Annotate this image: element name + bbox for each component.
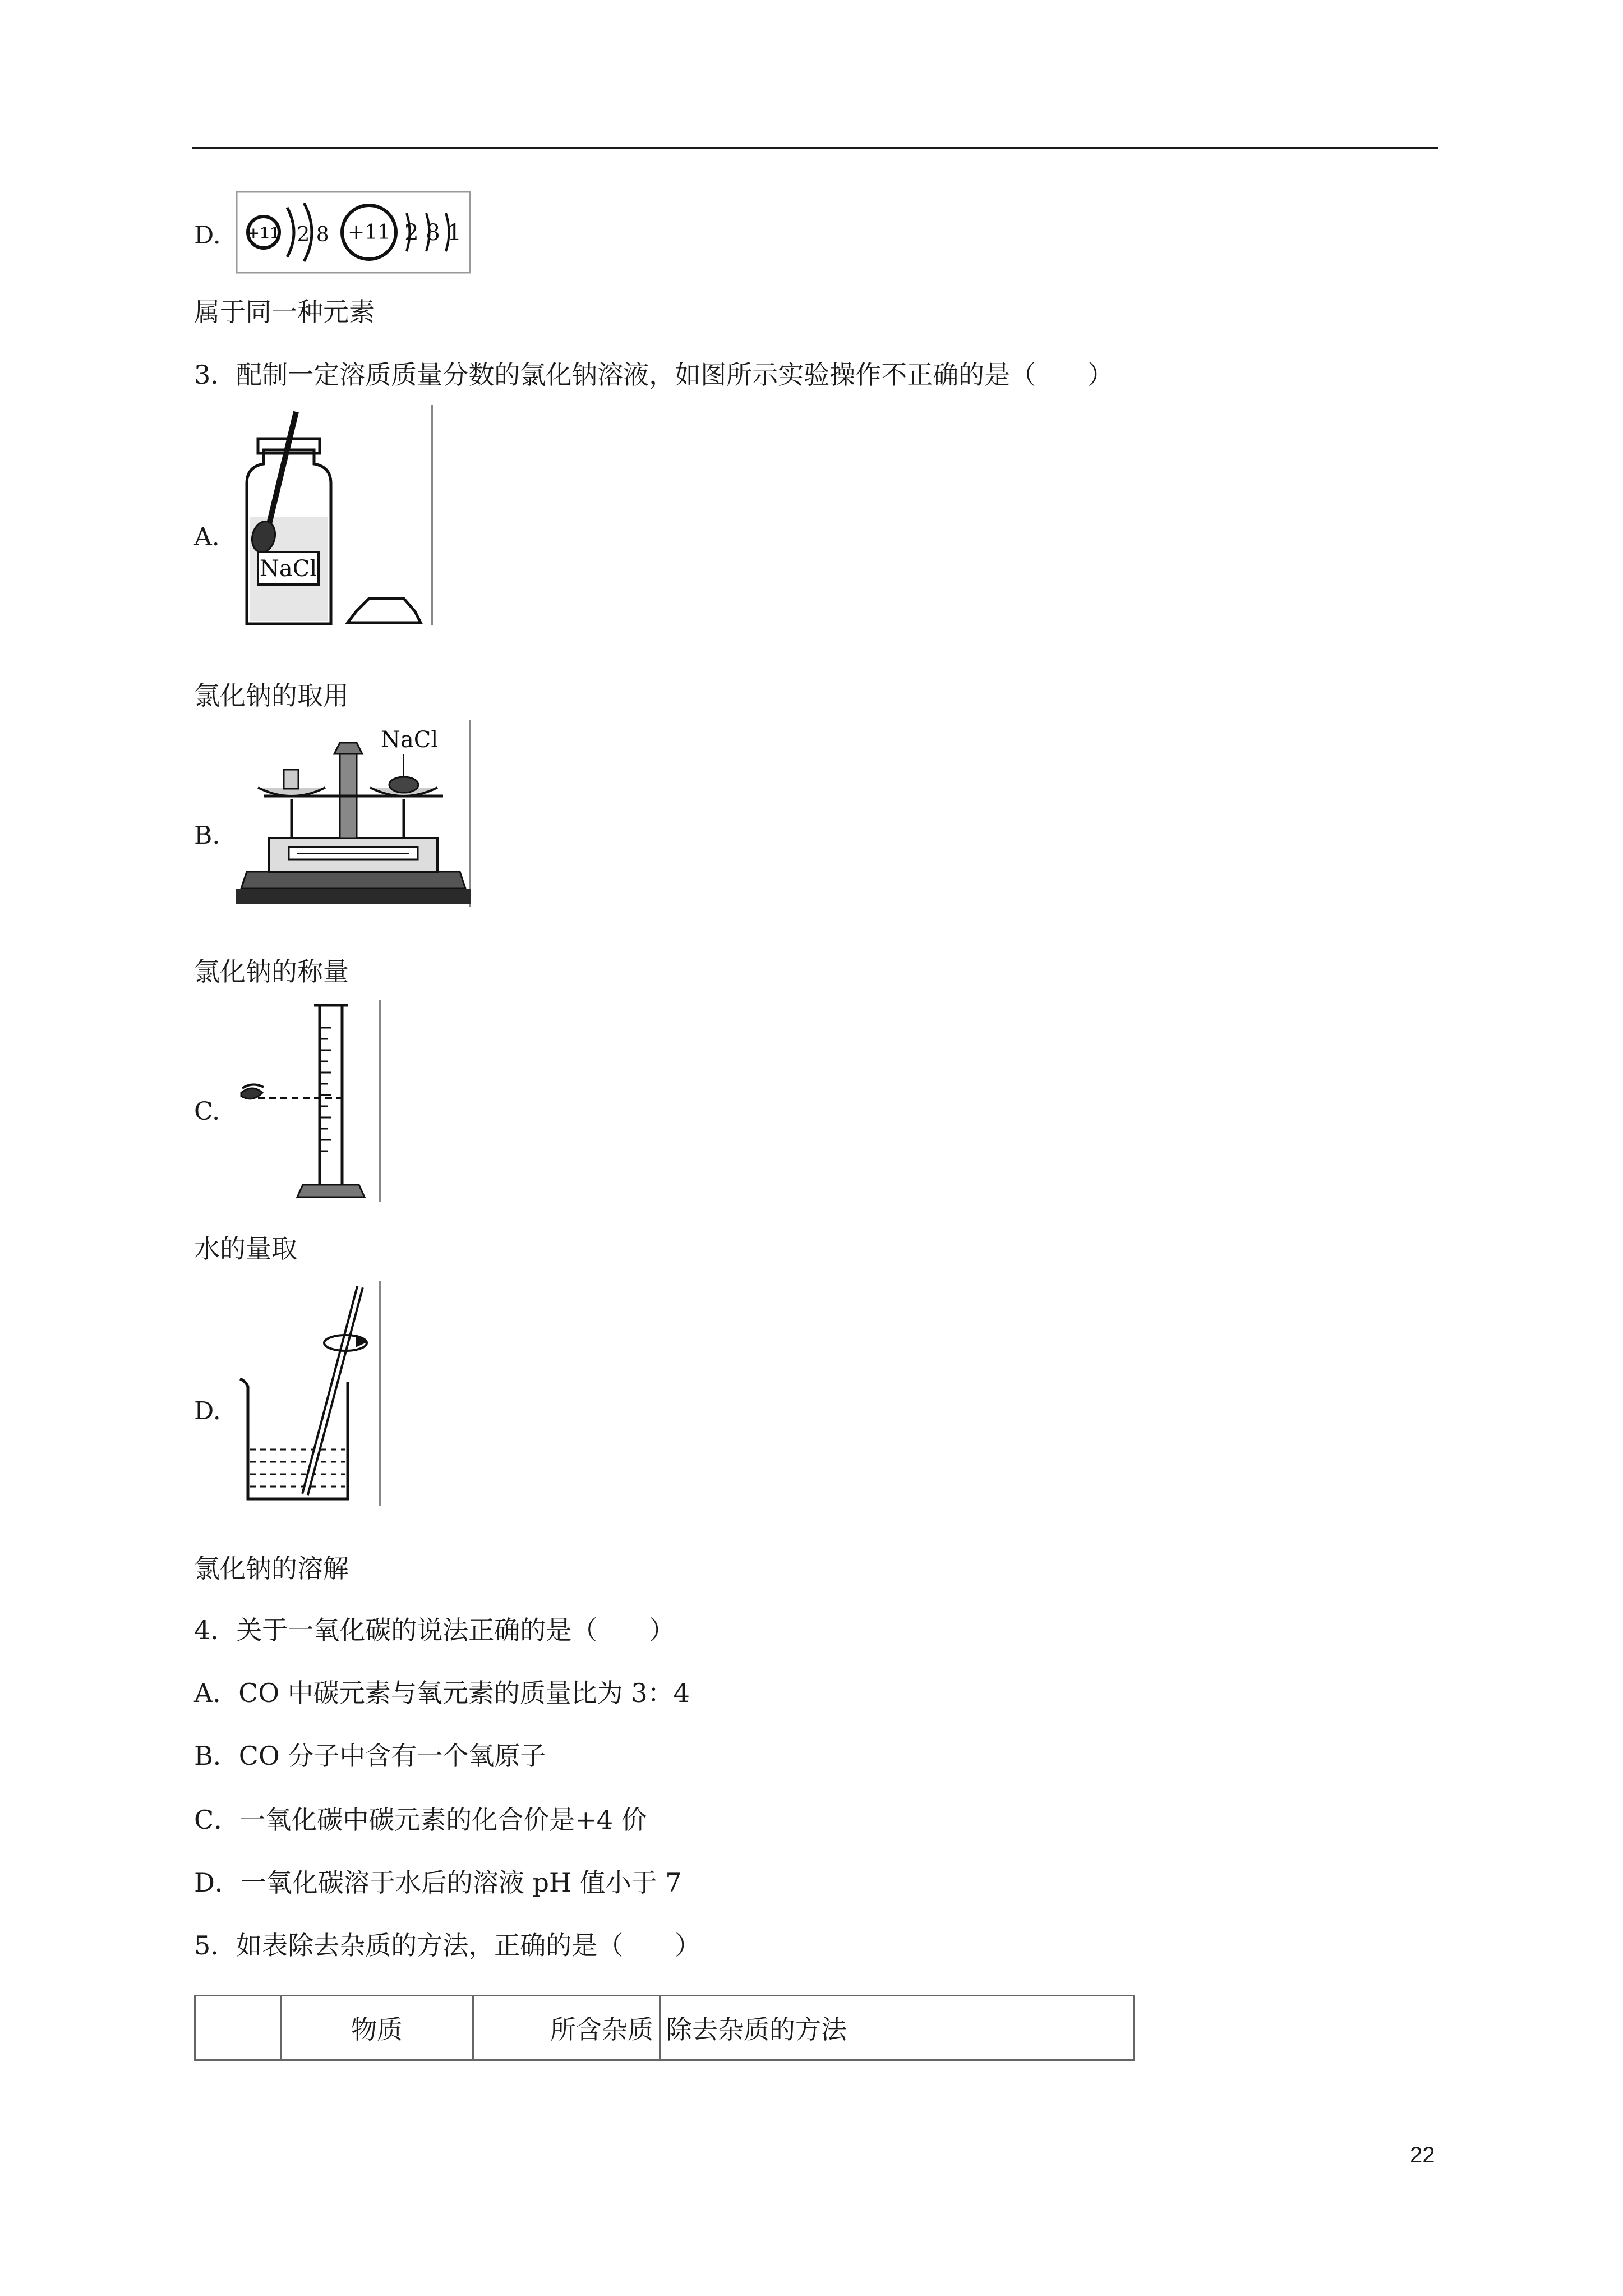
q4-option-c: C．一氧化碳中碳元素的化合价是+4 价 bbox=[194, 1805, 647, 1835]
q3-stem: 3．配制一定溶质质量分数的氯化钠溶液，如图所示实验操作不正确的是（ ） bbox=[194, 360, 1114, 390]
atom-right-nucleus: +11 bbox=[348, 221, 390, 244]
balance-scale-figure bbox=[236, 720, 471, 907]
q4-option-d: D．一氧化碳溶于水后的溶液 pH 值小于 7 bbox=[194, 1867, 682, 1898]
nacl-bottle-label: NaCl bbox=[259, 556, 317, 582]
nacl-bottle-figure bbox=[236, 405, 433, 625]
q4-option-b: B．CO 分子中含有一个氧原子 bbox=[194, 1741, 546, 1771]
table-header-row bbox=[195, 1996, 1135, 2060]
table-header-cell: 所含杂质 bbox=[473, 1996, 660, 2060]
q2-option-d-label: D. bbox=[194, 221, 221, 250]
table-header-cell: 除去杂质的方法 bbox=[660, 1996, 1135, 2060]
q5-stem: 5．如表除去杂质的方法，正确的是（ ） bbox=[194, 1930, 701, 1961]
q3-option-d-label: D. bbox=[194, 1397, 221, 1425]
header-rule bbox=[192, 147, 1438, 149]
q4-option-a: A．CO 中碳元素与氧元素的质量比为 3：4 bbox=[194, 1678, 690, 1708]
graduated-cylinder-figure bbox=[236, 1000, 381, 1202]
atom-left-nucleus: +11 bbox=[247, 225, 280, 242]
atom-right-shells: 2 8 1 bbox=[404, 220, 462, 246]
q3-option-d-caption: 氯化钠的溶解 bbox=[194, 1553, 349, 1584]
balance-nacl-label: NaCl bbox=[380, 727, 439, 753]
beaker-stirring-figure bbox=[236, 1281, 381, 1506]
page-number: 22 bbox=[1410, 2143, 1435, 2168]
q3-option-a-caption: 氯化钠的取用 bbox=[194, 680, 349, 711]
q3-option-a-label: A. bbox=[194, 523, 220, 551]
q3-option-b-label: B. bbox=[194, 821, 220, 850]
q3-option-c-label: C. bbox=[194, 1097, 220, 1126]
atom-left-shells: 2 8 bbox=[297, 223, 329, 246]
table-header-cell bbox=[195, 1996, 281, 2060]
impurity-table bbox=[194, 1995, 1135, 2061]
table-header-cell: 物质 bbox=[281, 1996, 473, 2060]
q3-option-c-caption: 水的量取 bbox=[194, 1234, 297, 1264]
q3-option-b-caption: 氯化钠的称量 bbox=[194, 956, 349, 987]
atom-structure-figure bbox=[236, 191, 471, 274]
q4-stem: 4．关于一氧化碳的说法正确的是（ ） bbox=[194, 1615, 675, 1645]
q2-option-d-caption: 属于同一种元素 bbox=[194, 297, 375, 327]
